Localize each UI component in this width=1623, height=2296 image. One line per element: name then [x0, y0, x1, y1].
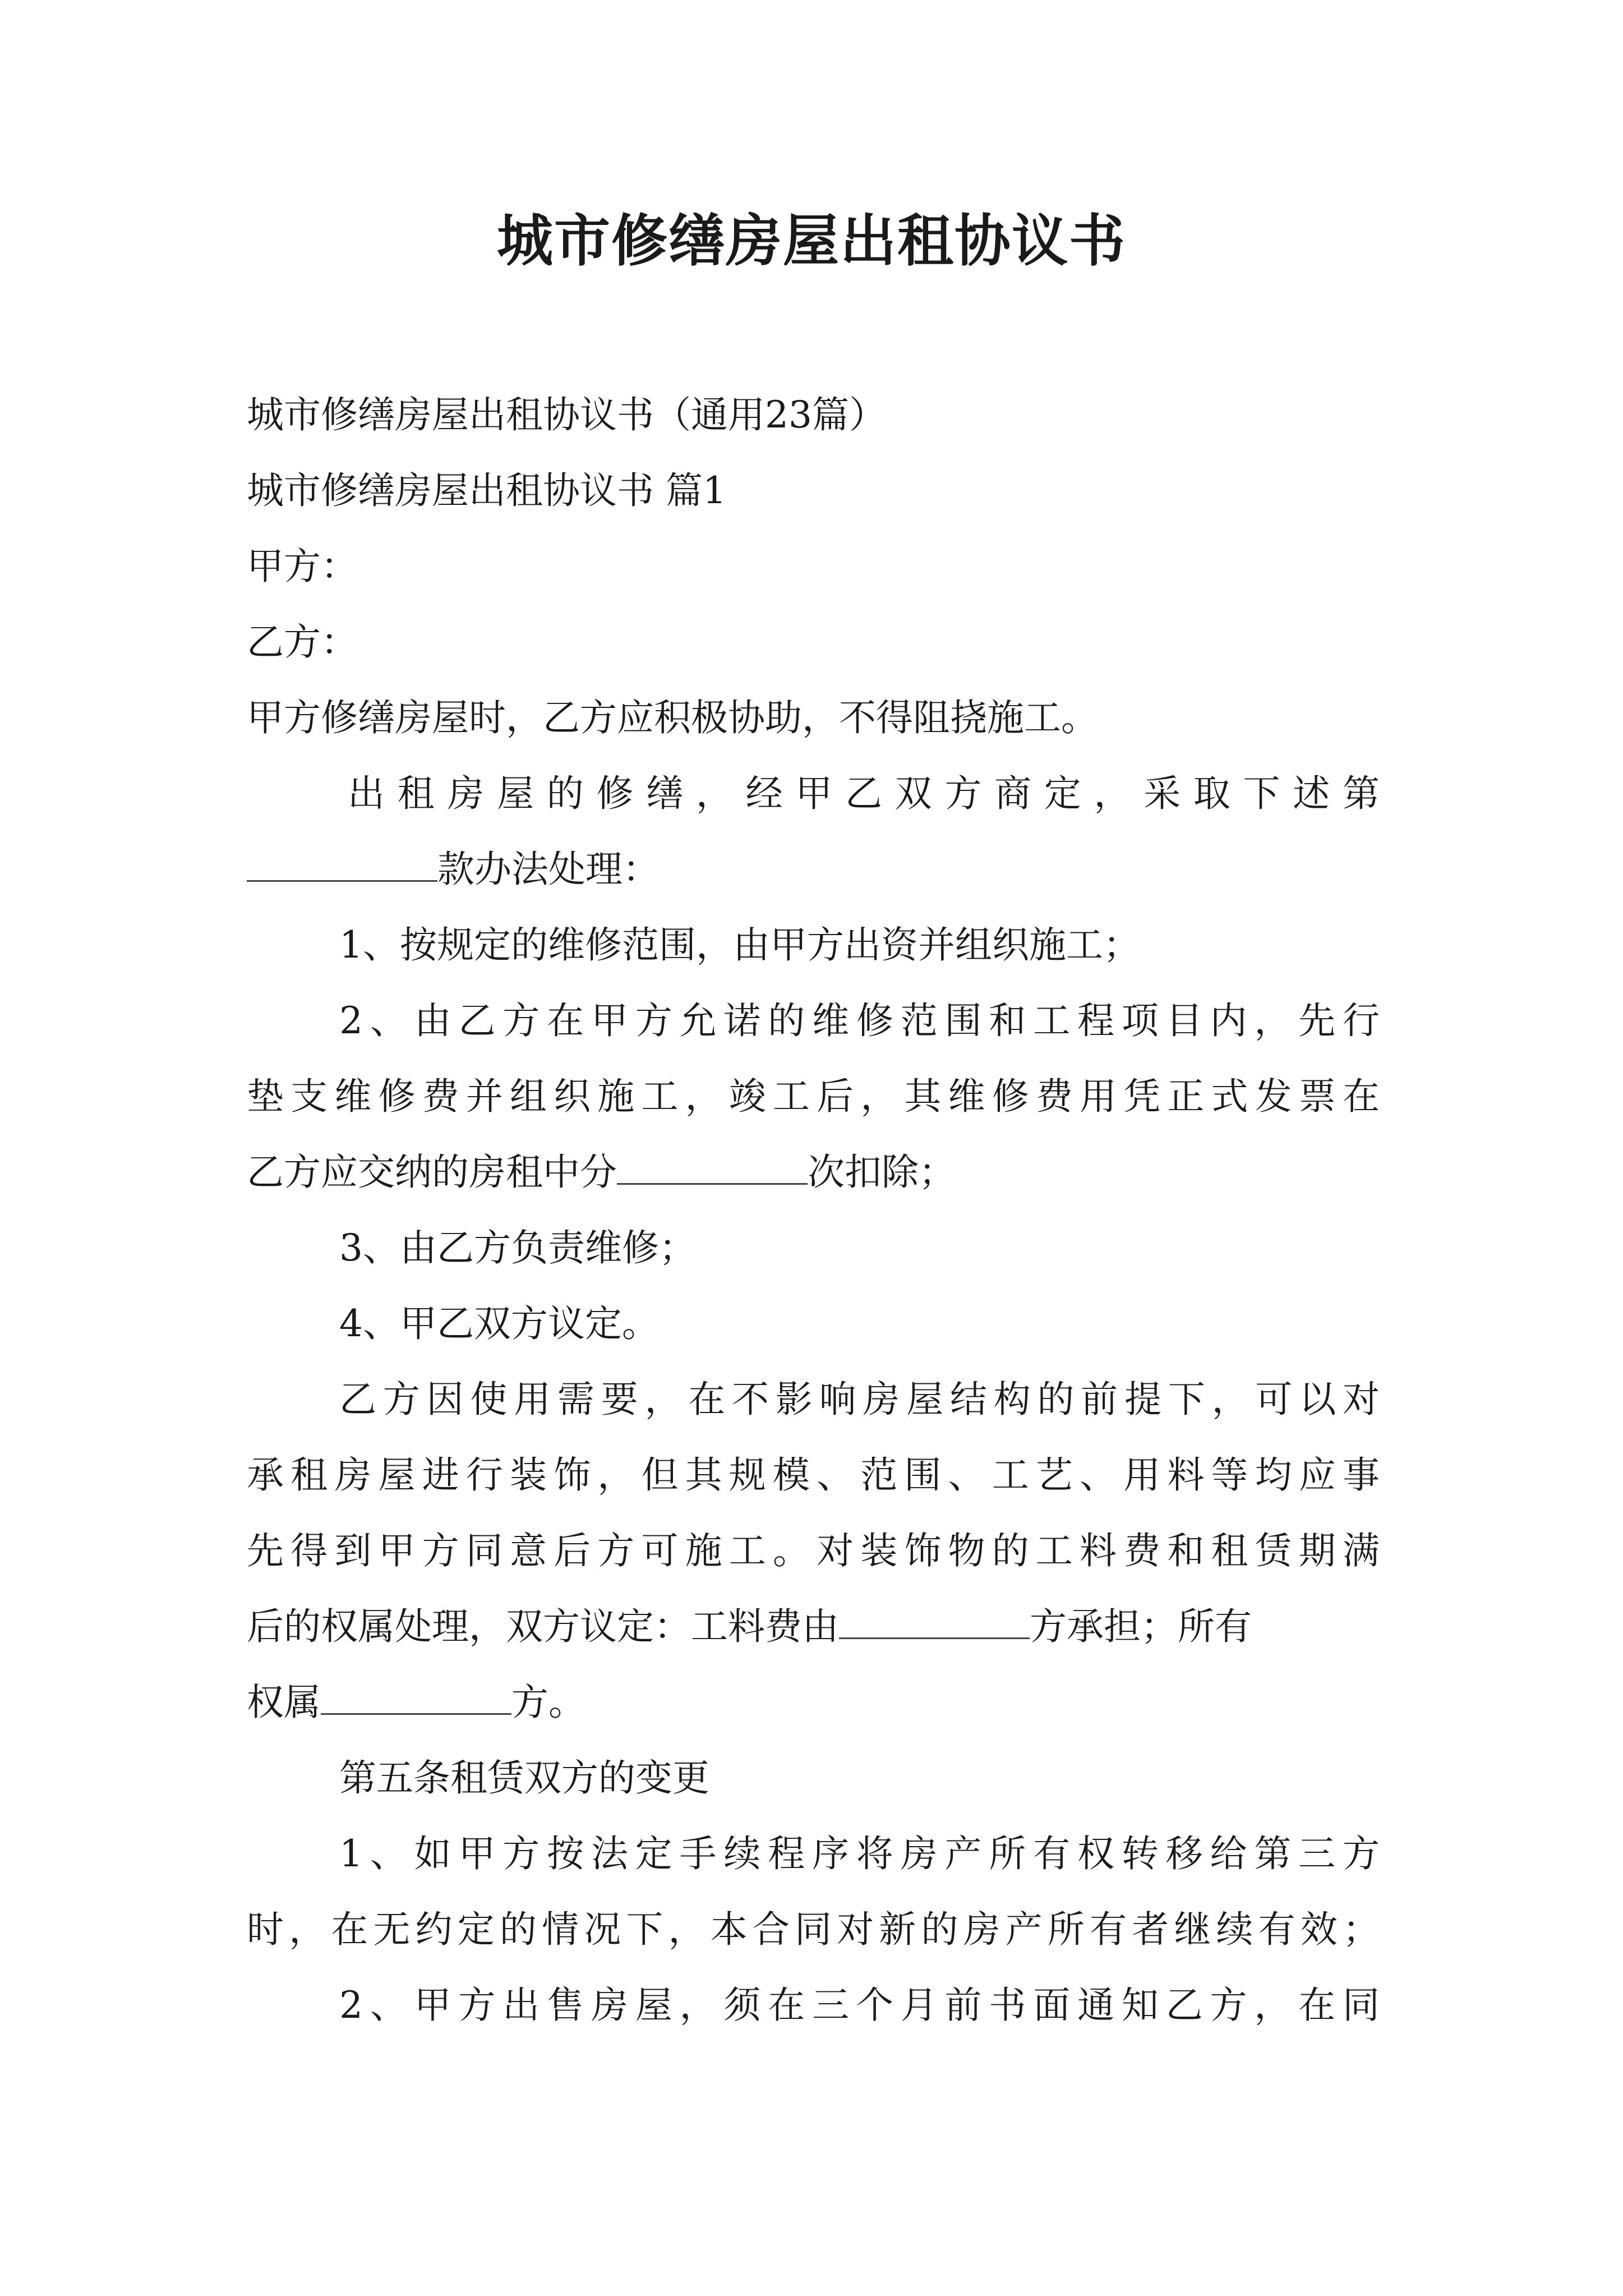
paragraph-repair-method-line1: 出租房屋的修缮，经甲乙双方商定，采取下述第: [348, 772, 1380, 815]
paragraph-text: 方。: [511, 1681, 585, 1724]
fill-in-blank[interactable]: [247, 843, 437, 882]
fill-in-blank[interactable]: [617, 1146, 808, 1185]
list-item-2-line2: 垫支维修费并组织施工，竣工后，其维修费用凭正式发票在: [247, 1075, 1380, 1118]
party-a-label: 甲方：: [247, 545, 358, 588]
article-5-item-2-line1: 2、甲方出售房屋，须在三个月前书面通知乙方，在同: [339, 1984, 1380, 2027]
paragraph-repair-method-line2: [247, 841, 1380, 898]
document-title: 城市修缮房屋出租协议书: [497, 208, 1126, 274]
paragraph-text: 款办法处理：: [437, 848, 660, 891]
article-5-item-1-line1: 1、如甲方按法定手续程序将房产所有权转移给第三方: [339, 1832, 1380, 1875]
paragraph-decoration-line4: [247, 1599, 1380, 1655]
document-subtitle: 城市修缮房屋出租协议书（通用23篇）: [247, 393, 886, 436]
paragraph-decoration-line1: 乙方因使用需要，在不影响房屋结构的前提下，可以对: [339, 1378, 1380, 1421]
paragraph-text: 乙方应交纳的房租中分: [247, 1151, 617, 1194]
article-5-heading: 第五条租赁双方的变更: [339, 1756, 709, 1800]
list-item-2-line1: 2、由乙方在甲方允诺的维修范围和工程项目内，先行: [339, 999, 1380, 1042]
paragraph-text: 方承担；所有: [1030, 1605, 1252, 1648]
paragraph-repair-cooperation: 甲方修缮房屋时，乙方应积极协助，不得阻挠施工。: [247, 696, 1098, 739]
paragraph-text: 后的权属处理，双方议定：工料费由: [247, 1605, 839, 1648]
paragraph-text: 权属: [247, 1681, 321, 1724]
article-5-item-1-line2: 时，在无约定的情况下，本合同对新的房产所有者继续有效；: [247, 1908, 1380, 1951]
list-item-4: 4、甲乙双方议定。: [339, 1302, 659, 1345]
list-item-2-line3: [247, 1144, 1380, 1200]
list-item-1: 1、按规定的维修范围，由甲方出资并组织施工；: [339, 923, 1140, 967]
section-heading: 城市修缮房屋出租协议书 篇1: [247, 469, 726, 512]
paragraph-decoration-line3: 先得到甲方同意后方可施工。对装饰物的工料费和租赁期满: [247, 1529, 1380, 1572]
paragraph-text: 次扣除；: [808, 1151, 956, 1194]
list-item-3: 3、由乙方负责维修；: [339, 1226, 696, 1269]
paragraph-decoration-line2: 承租房屋进行装饰，但其规模、范围、工艺、用料等均应事: [247, 1453, 1380, 1497]
party-b-label: 乙方：: [247, 620, 358, 664]
fill-in-blank[interactable]: [321, 1676, 511, 1715]
paragraph-decoration-line5: [247, 1674, 1380, 1731]
fill-in-blank[interactable]: [839, 1600, 1030, 1639]
